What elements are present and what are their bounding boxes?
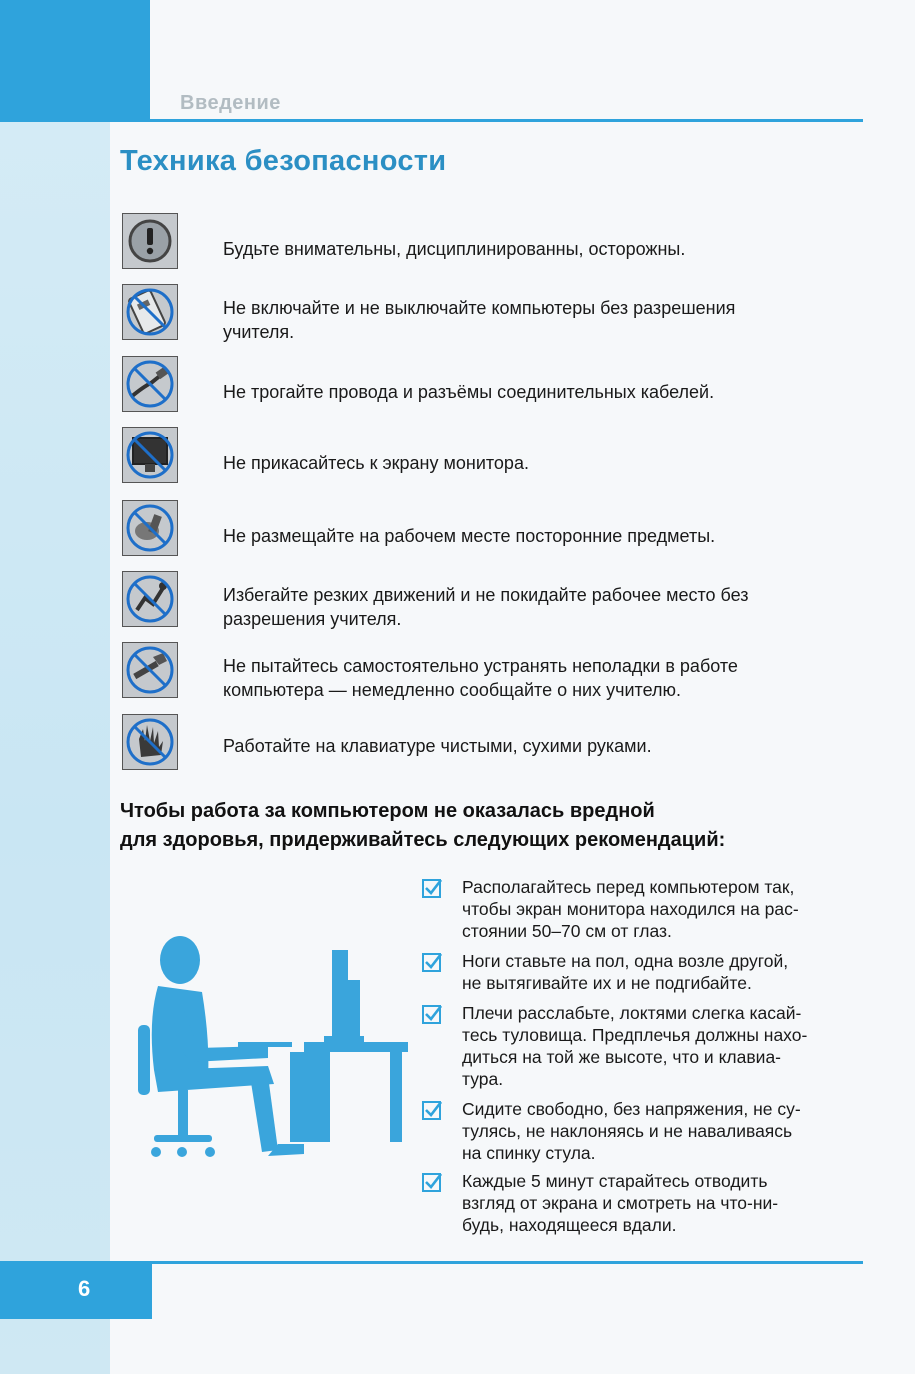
rule-text: Не трогайте провода и разъёмы соединительных кабелей.	[223, 382, 715, 402]
monitor-prohibited-icon	[122, 427, 178, 483]
checkbox-checked-icon	[422, 1100, 442, 1120]
exclamation-icon	[122, 213, 178, 269]
objects-prohibited-icon	[122, 500, 178, 556]
rule-text: Не пытайтесь самостоятельно устранять неполадки в работе компьютера — немедленно сообщайте о них учителю.	[223, 656, 738, 700]
header-rule	[150, 119, 863, 122]
rule-item	[120, 213, 870, 273]
rule-text: Не прикасайтесь к экрану монитора.	[223, 453, 529, 473]
page-number-box	[0, 1261, 152, 1319]
rule-text: Не размещайте на рабочем месте посторонние предметы.	[223, 526, 716, 546]
rule-item	[120, 284, 870, 344]
rule-item	[120, 427, 870, 487]
dirty-hands-prohibited-icon	[122, 714, 178, 770]
rule-text: Избегайте резких движений и не покидайте рабочее место без разрешения учителя.	[223, 585, 749, 629]
left-margin-band	[0, 0, 110, 1374]
rule-item	[120, 356, 870, 416]
recommendation-text: Ноги ставьте на пол, одна возле другой, не вытягивайте их и не подгибайте.	[462, 951, 789, 993]
checkbox-checked-icon	[422, 878, 442, 898]
power-switch-icon	[122, 284, 178, 340]
cable-prohibited-icon	[122, 356, 178, 412]
checkbox-checked-icon	[422, 1172, 442, 1192]
recommendations-heading: Чтобы работа за компьютером не оказалась вредной для здоровья, придерживайтесь следующих рекомендаций:	[120, 800, 726, 851]
recommendation-text: Сидите свободно, без напряжения, не су- тулясь, не наклоняясь и не наваливаясь на спинку стула.	[462, 1099, 801, 1163]
checkbox-checked-icon	[422, 952, 442, 972]
rule-text: Не включайте и не выключайте компьютеры без разрешения учителя.	[223, 298, 736, 342]
repair-prohibited-icon	[122, 642, 178, 698]
page-title: Техника безопасности	[120, 145, 447, 177]
rule-item	[120, 500, 870, 560]
header-block	[0, 0, 150, 122]
checkbox-checked-icon	[422, 1004, 442, 1024]
section-label: Введение	[180, 92, 281, 114]
rule-text: Будьте внимательны, дисциплинированны, осторожны.	[223, 239, 686, 259]
person-at-computer-icon	[118, 930, 418, 1180]
rule-item	[120, 714, 870, 774]
rule-text: Работайте на клавиатуре чистыми, сухими руками.	[223, 736, 652, 756]
movement-prohibited-icon	[122, 571, 178, 627]
rule-item	[120, 642, 870, 702]
rule-item	[120, 571, 870, 631]
page-number: 6	[78, 1276, 91, 1301]
recommendation-text: Плечи расслабьте, локтями слегка касай- тесь туловища. Предплечья должны нахо- диться на той же высоте, что и клавиа- тура.	[462, 1003, 808, 1089]
recommendation-text: Каждые 5 минут старайтесь отводить взгляд от экрана и смотреть на что-ни- будь, находящееся вдали.	[462, 1171, 779, 1235]
recommendation-text: Располагайтесь перед компьютером так, чтобы экран монитора находился на рас- стоянии 50–70 см от глаз.	[462, 877, 799, 941]
